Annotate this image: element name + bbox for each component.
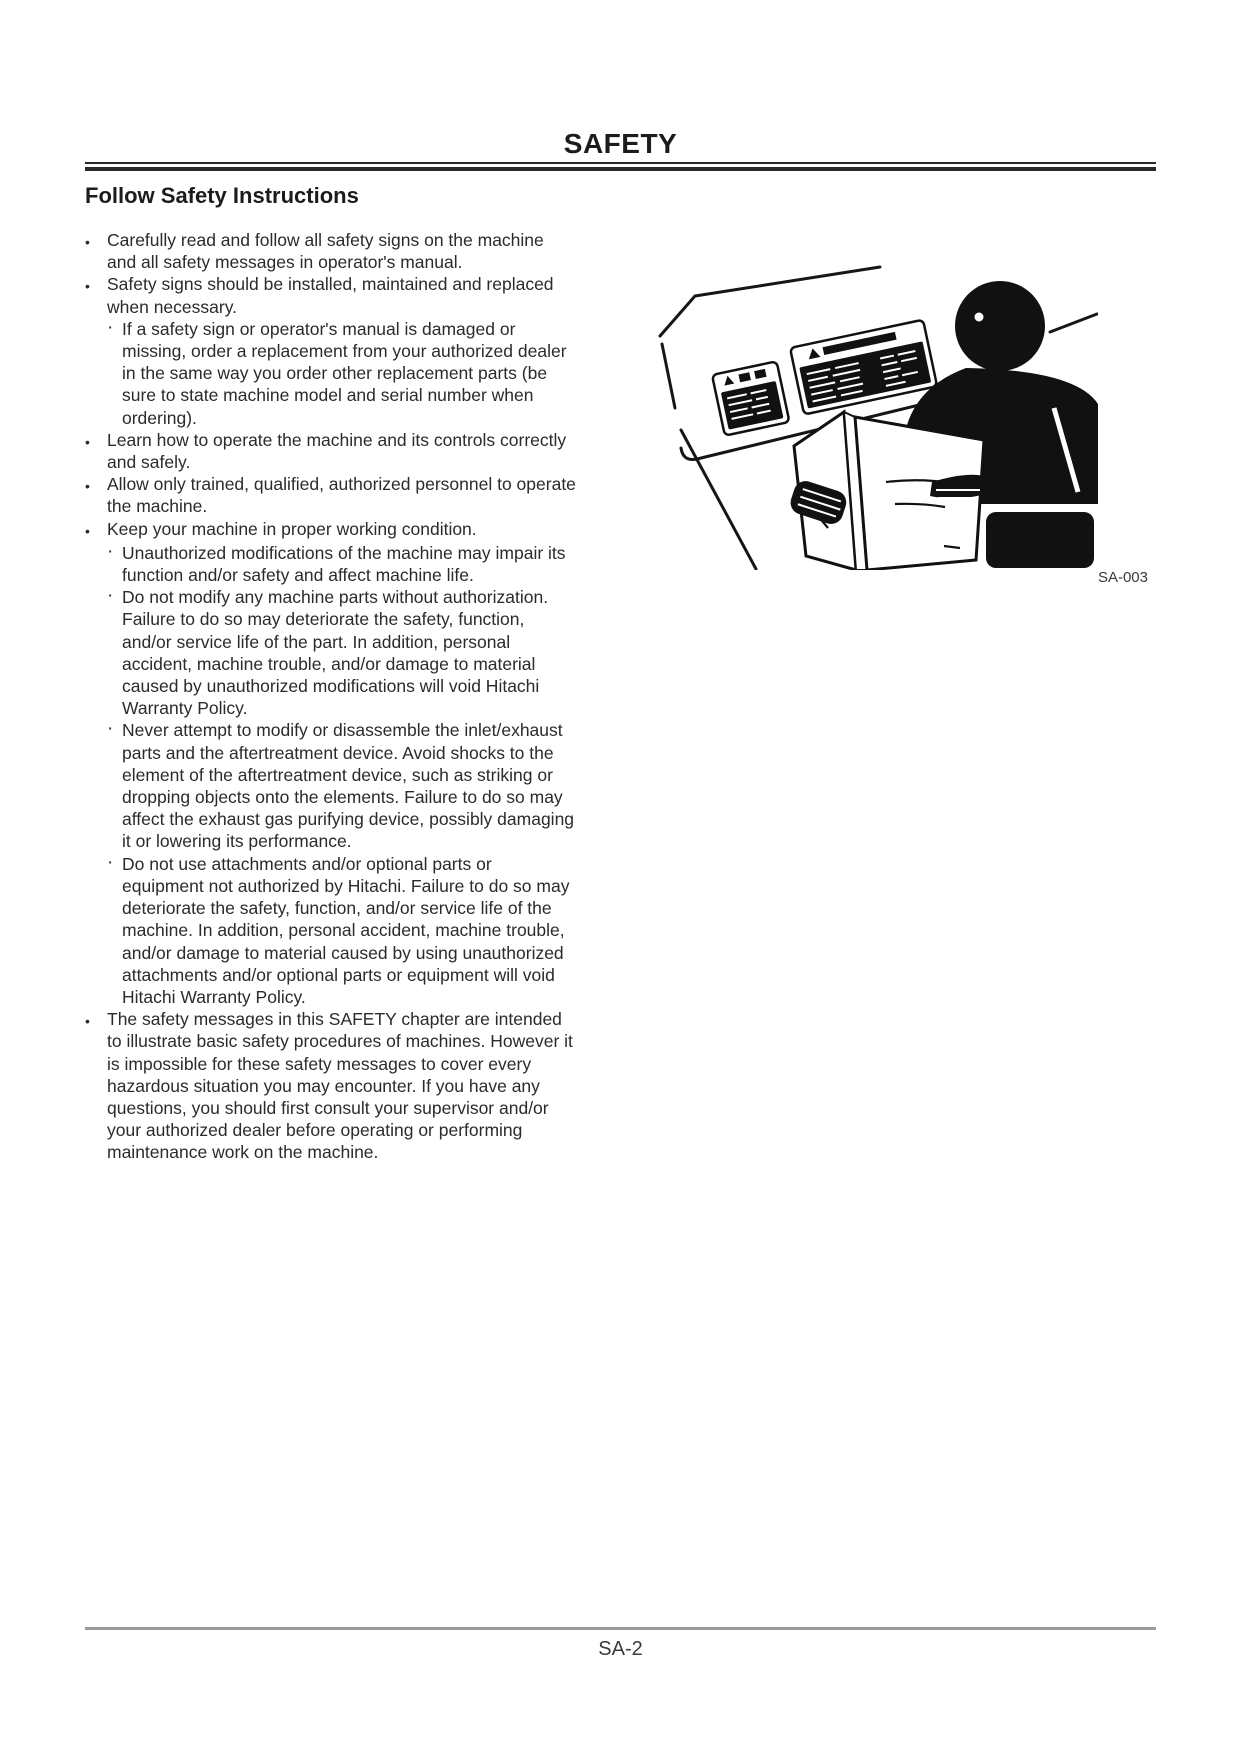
bullet-icon: • <box>85 234 90 250</box>
list-item <box>85 273 577 317</box>
list-item <box>85 473 577 517</box>
list-item-text: Carefully read and follow all safety signs on the machine and all safety messages in operator's manual. <box>107 230 544 273</box>
list-item-text: Safety signs should be installed, maintained and replaced when necessary. <box>107 274 554 317</box>
sub-list-item-text: If a safety sign or operator's manual is damaged or missing, order a replacement from your authorized dealer in the same way you order other replacement parts (be sure to state machine model and serial number when ordering). <box>122 318 567 428</box>
list-item-text: Learn how to operate the machine and its controls correctly and safely. <box>107 429 567 473</box>
sub-bullet-icon: · <box>107 718 114 740</box>
sub-list-item-text: Unauthorized modifications of the machine may impair its function and/or safety and affect machine life. <box>122 542 566 586</box>
list-item-text: The safety messages in this SAFETY chapter are intended to illustrate basic safety procedures of machines. However it is impossible for these safety messages to cover every hazardous situation you may encounter. If you have any questions, you should first consult your supervisor and/or your authorized dealer before operating or performing maintenance work on the machine. <box>107 1009 573 1163</box>
list-item <box>85 229 577 273</box>
header-rule-thick <box>85 167 1156 171</box>
sub-list-item-text: Do not modify any machine parts without authorization. Failure to do so may deteriorate the safety, function, and/or service life of the part. In addition, personal accident, machine trouble, and/or damage to material caused by unauthorized modifications will void Hitachi Warranty Policy. <box>122 587 549 719</box>
sub-list-item-text: Never attempt to modify or disassemble the inlet/exhaust parts and the aftertreatment device. Avoid shocks to the element of the aftertreatment device, such as striking or dropping objects onto the elements. Failure to do so may affect the exhaust gas purifying device, possibly damaging it or lowering its performance. <box>122 720 575 852</box>
header-rule-thin <box>85 162 1156 164</box>
sub-list-item <box>85 586 577 719</box>
operator-reading-manual-illustration <box>648 240 1098 570</box>
bullet-icon: • <box>85 433 90 450</box>
list-item <box>85 518 577 542</box>
sub-list-item <box>85 542 577 586</box>
bullet-icon: • <box>85 522 90 539</box>
sub-bullet-icon: · <box>107 585 114 607</box>
footer-rule <box>85 1627 1156 1630</box>
sub-bullet-icon: · <box>107 851 114 873</box>
sub-bullet-icon: · <box>107 540 114 562</box>
figure-operator-reading-manual <box>648 240 1098 570</box>
sub-list-item-text: Do not use attachments and/or optional parts or equipment not authorized by Hitachi. Failure to do so may deteriorate the safety, function, and/or service life of the machine. In addition, personal accident, machine trouble, and/or damage to material caused by using unauthorized attachments and/or optional parts or equipment will void Hitachi Warranty Policy. <box>122 853 570 1007</box>
eye-dot <box>975 313 984 322</box>
bullet-icon: • <box>85 1013 90 1030</box>
list-item <box>85 429 577 473</box>
sub-list-item <box>85 318 577 429</box>
warning-decal-large-icon <box>790 320 937 415</box>
list-item-text: Allow only trained, qualified, authorized personnel to operate the machine. <box>107 474 576 517</box>
sub-list-item <box>85 853 577 1008</box>
bullet-icon: • <box>85 278 90 295</box>
warning-decal-small-icon <box>712 361 789 435</box>
operator-lap <box>986 512 1094 568</box>
sub-bullet-icon: · <box>107 316 114 338</box>
page-number: SA-2 <box>598 1638 643 1660</box>
safety-instructions-list <box>85 229 577 1164</box>
page-title: SAFETY <box>563 128 678 159</box>
sub-list-item <box>85 719 577 852</box>
figure-caption: SA-003 <box>1097 569 1148 586</box>
list-item <box>85 1008 577 1163</box>
list-item-text: Keep your machine in proper working condition. <box>107 518 477 539</box>
bullet-icon: • <box>85 478 90 495</box>
section-title: Follow Safety Instructions <box>85 183 359 208</box>
